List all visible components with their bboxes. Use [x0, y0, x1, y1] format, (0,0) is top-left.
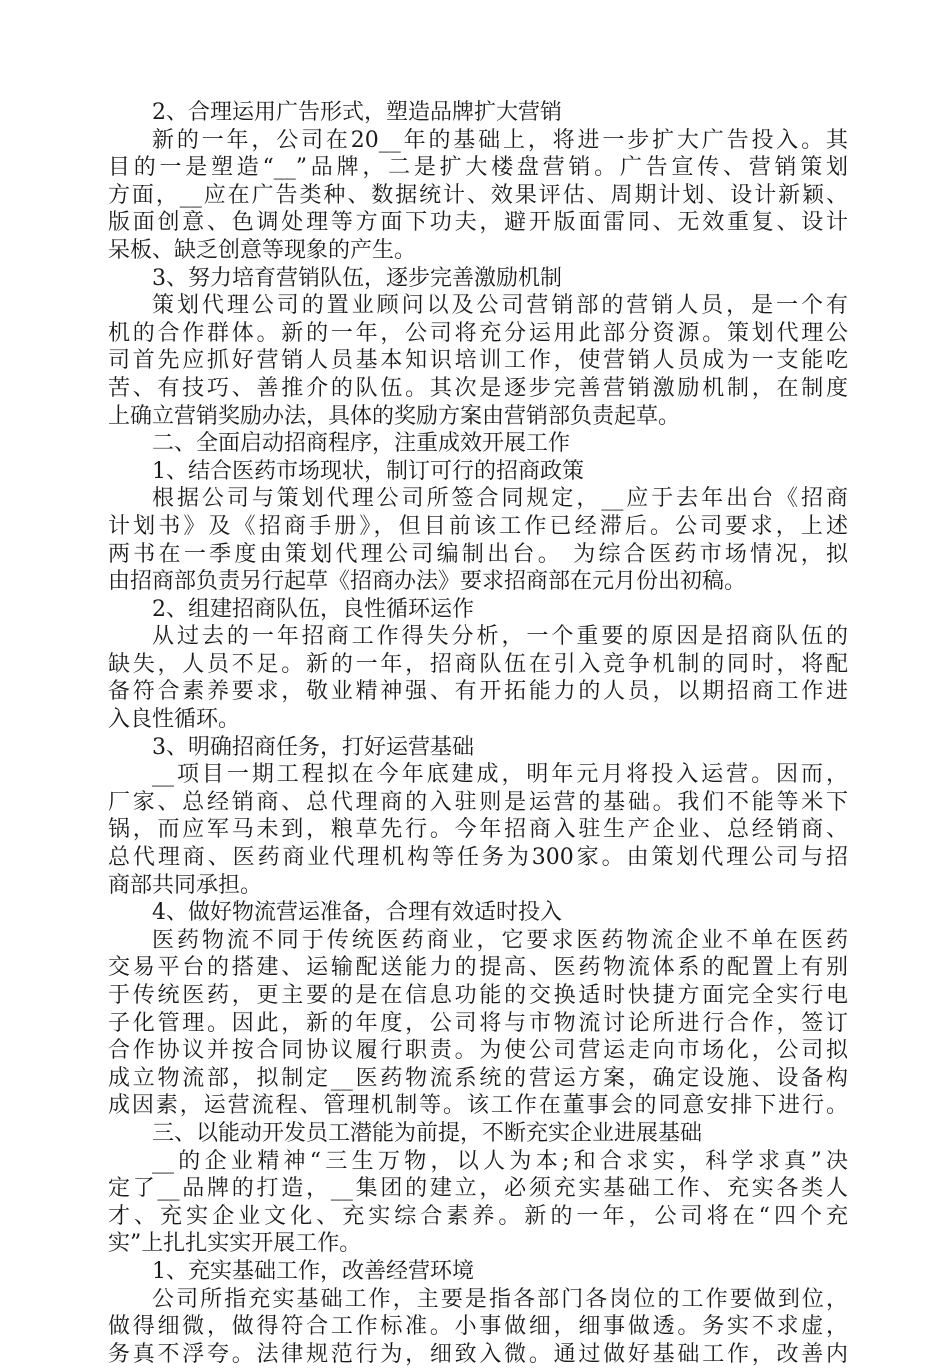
text-line: 策划代理公司的置业顾问以及公司营销部的营销人员，是一个有: [152, 293, 848, 319]
text-line: 根据公司与策划代理公司所签合同规定，__应于去年出台《招商: [152, 486, 848, 512]
text-line: 1、充实基础工作，改善经营环境: [152, 1258, 474, 1284]
text-line: 成因素，运营流程、管理机制等。该工作在董事会的同意安排下进行。: [108, 1093, 848, 1119]
text-line: 成立物流部，拟制定__医药物流系统的营运方案，确定设施、设备构: [108, 1065, 848, 1091]
text-line: 于传统医药，更主要的是在信息功能的交换适时快捷方面完全实行电: [108, 983, 848, 1008]
text-line: 入良性循环。: [108, 707, 241, 733]
text-line: __项目一期工程拟在今年底建成，明年元月将投入运营。因而，: [152, 762, 848, 788]
text-line: 目的一是塑造“__”品牌，二是扩大楼盘营销。广告宣传、营销策划: [108, 155, 848, 181]
text-line: 方面，__应在广告类种、数据统计、效果评估、周期计划、设计新颖、: [108, 182, 848, 208]
text-line: 子化管理。因此，新的年度，公司将与市物流讨论所进行合作，签订: [108, 1010, 848, 1036]
text-line: 合作协议并按合同协议履行职责。为使公司营运走向市场化，公司拟: [108, 1038, 848, 1064]
text-line: 苦、有技巧、善推介的队伍。其次是逐步完善营销激励机制，在制度: [108, 375, 848, 401]
text-line: 1、结合医药市场现状，制订可行的招商政策: [152, 458, 584, 484]
document-page: [108, 99, 848, 1368]
text-line: 务真不浮夸。法律规范行为，细致入微。通过做好基础工作，改善内: [108, 1341, 848, 1367]
text-line: 商部共同承担。: [108, 872, 263, 898]
text-line: 4、做好物流营运准备，合理有效适时投入: [152, 900, 562, 926]
text-line: 新的一年，公司在20__年的基础上，将进一步扩大广告投入。其: [152, 127, 848, 153]
text-line: 定了__品牌的打造，__集团的建立，必须充实基础工作、充实各类人: [108, 1176, 848, 1202]
text-line: 两书在一季度由策划代理公司编制出台。 为综合医药市场情况，拟: [108, 541, 848, 567]
text-line: 二、全面启动招商程序，注重成效开展工作: [152, 431, 571, 457]
text-line: 司首先应抓好营销人员基本知识培训工作，使营销人员成为一支能吃: [108, 348, 848, 374]
text-line: 实”上扎扎实实开展工作。: [108, 1231, 362, 1257]
text-line: 备符合素养要求，敬业精神强、有开拓能力的人员，以期招商工作进: [108, 679, 848, 705]
text-line: 交易平台的搭建、运输配送能力的提高、医药物流体系的配置上有别: [108, 955, 848, 981]
text-line: 医药物流不同于传统医药商业，它要求医药物流企业不单在医药: [152, 927, 848, 953]
text-line: 机的合作群体。新的一年，公司将充分运用此部分资源。策划代理公: [108, 320, 848, 346]
text-line: 缺失，人员不足。新的一年，招商队伍在引入竞争机制的同时，将配: [108, 651, 848, 677]
text-line: 由招商部负责另行起草《招商办法》要求招商部在元月份出初稿。: [108, 569, 747, 595]
text-line: 2、组建招商队伍，良性循环运作: [152, 596, 474, 622]
text-line: 从过去的一年招商工作得失分析，一个重要的原因是招商队伍的: [152, 624, 848, 650]
text-line: 2、合理运用广告形式，塑造品牌扩大营销: [152, 100, 562, 125]
text-line: 版面创意、色调处理等方面下功夫，避开版面雷同、无效重复、设计: [108, 210, 848, 236]
text-line: 3、努力培育营销队伍，逐步完善激励机制: [152, 265, 562, 291]
text-line: 做得细微，做得符合工作标准。小事做细，细事做透。务实不求虚，: [108, 1314, 848, 1340]
text-line: __的企业精神“三生万物，以人为本;和合求实，科学求真”决: [152, 1148, 848, 1174]
text-line: 呆板、缺乏创意等现象的产生。: [108, 237, 417, 263]
text-line: 三、以能动开发员工潜能为前提，不断充实企业进展基础: [152, 1120, 703, 1146]
text-line: 才、充实企业文化、充实综合素养。新的一年，公司将在“四个充: [108, 1203, 848, 1229]
text-line: 上确立营销奖励办法，具体的奖励方案由营销部负责起草。: [108, 403, 681, 429]
text-line: 锅，而应军马未到，粮草先行。今年招商入驻生产企业、总经销商、: [108, 817, 848, 843]
text-line: 3、明确招商任务，打好运营基础: [152, 734, 474, 760]
text-line: 总代理商、医药商业代理机构等任务为300家。由策划代理公司与招: [108, 845, 848, 871]
text-line: 公司所指充实基础工作，主要是指各部门各岗位的工作要做到位，: [152, 1286, 848, 1312]
text-line: 厂家、总经销商、总代理商的入驻则是运营的基础。我们不能等米下: [108, 789, 848, 815]
text-line: 计划书》及《招商手册》，但目前该工作已经滞后。公司要求，上述: [108, 513, 848, 539]
